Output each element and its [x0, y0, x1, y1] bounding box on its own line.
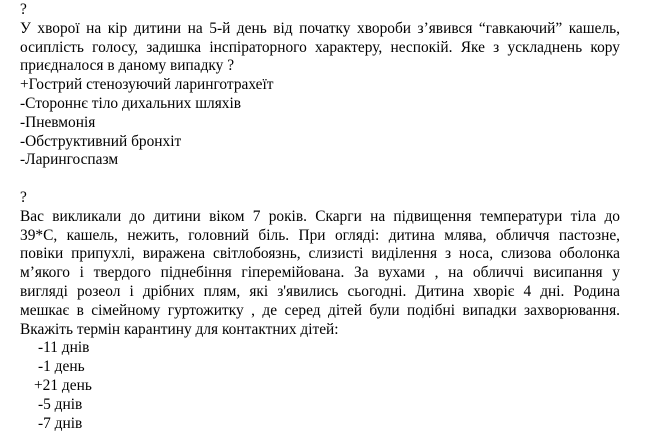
- question-block-2: [20, 189, 620, 433]
- answer-option: -Обструктивний бронхіт: [20, 132, 182, 150]
- question-text-line: повіки припухлі, виражена світлобоязнь, слизисті виділення з носа, слизова оболонка: [20, 245, 620, 263]
- answer-option: -1 день: [38, 358, 85, 376]
- question-text-line: мешкає в сімейному гуртожитку , де серед дітей були подібні випадки захворювання.: [20, 301, 620, 319]
- question-marker: ?: [20, 1, 27, 18]
- question-text-line: Вкажіть термін карантину для контактних дітей:: [20, 320, 339, 338]
- question-text-line: Вас викликали до дитини віком 7 років. Скарги на підвищення температури тіла до: [20, 207, 620, 225]
- question-text-line: м’якого і твердого піднебіння гіперемійована. За вухами , на обличчі висипання у: [20, 264, 620, 282]
- question-text-line: 39*С, кашель, нежить, головний біль. При огляді: дитина млява, обличчя пастозне,: [20, 226, 620, 244]
- question-block-1: [20, 1, 620, 170]
- question-text-line: осиплість голосу, задишка інспіраторного характеру, неспокій. Яке з ускладнень кору: [20, 38, 620, 56]
- answer-option: -Ларингоспазм: [20, 151, 119, 169]
- question-marker: ?: [20, 188, 27, 206]
- blank-line: [20, 170, 620, 189]
- question-text-line: вигляді розеол і дрібних плям, які з'явились сьогодні. Дитина хворіє 4 дні. Родина: [20, 282, 620, 300]
- answer-option: -Стороннє тіло дихальних шляхів: [20, 94, 242, 112]
- answer-option: -7 днів: [38, 414, 83, 432]
- answer-option: +Гострий стенозуючий ларинготрахеїт: [20, 76, 274, 94]
- document-body: [20, 1, 620, 433]
- answer-option: -Пневмонія: [20, 113, 96, 131]
- answer-option: -5 днів: [38, 395, 83, 413]
- question-text-line: У хворої на кір дитини на 5-й день від початку хвороби з’явився “гавкаючий” кашель,: [20, 19, 620, 37]
- answer-option: -11 днів: [38, 339, 90, 357]
- question-text-line: приєдналося в даному випадку ?: [20, 57, 235, 75]
- answer-option: +21 день: [34, 376, 92, 394]
